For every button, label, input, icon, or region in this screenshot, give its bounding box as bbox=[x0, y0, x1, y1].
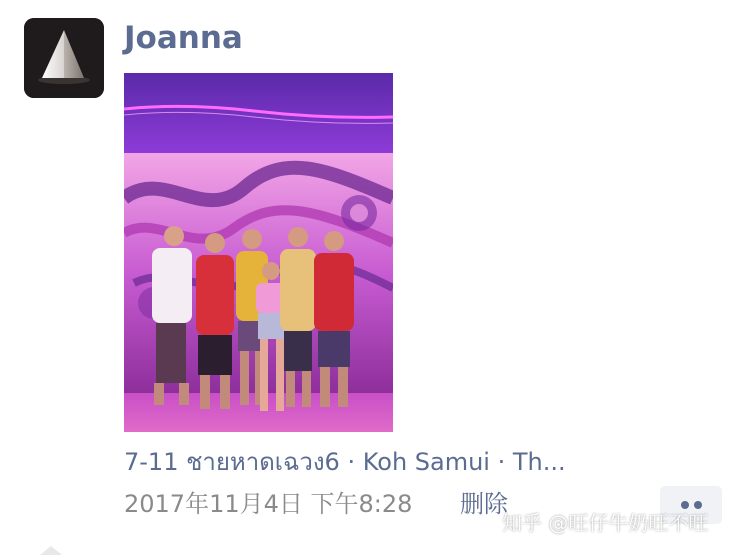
photo-image bbox=[124, 73, 393, 432]
post-photo[interactable] bbox=[124, 73, 393, 432]
author-avatar[interactable] bbox=[24, 18, 104, 98]
delete-button[interactable]: 删除 bbox=[460, 490, 508, 518]
pyramid-avatar-icon bbox=[24, 18, 104, 98]
next-post-avatar-peek bbox=[40, 546, 62, 555]
watermark-text: 知乎 @旺仔牛奶旺不旺 bbox=[502, 511, 709, 535]
post-location[interactable]: 7-11 ชายหาดเฉวง6 · Koh Samui · Th... bbox=[124, 448, 566, 476]
author-name[interactable]: Joanna bbox=[124, 20, 243, 56]
post-timestamp: 2017年11月4日 下午8:28 bbox=[124, 490, 413, 518]
